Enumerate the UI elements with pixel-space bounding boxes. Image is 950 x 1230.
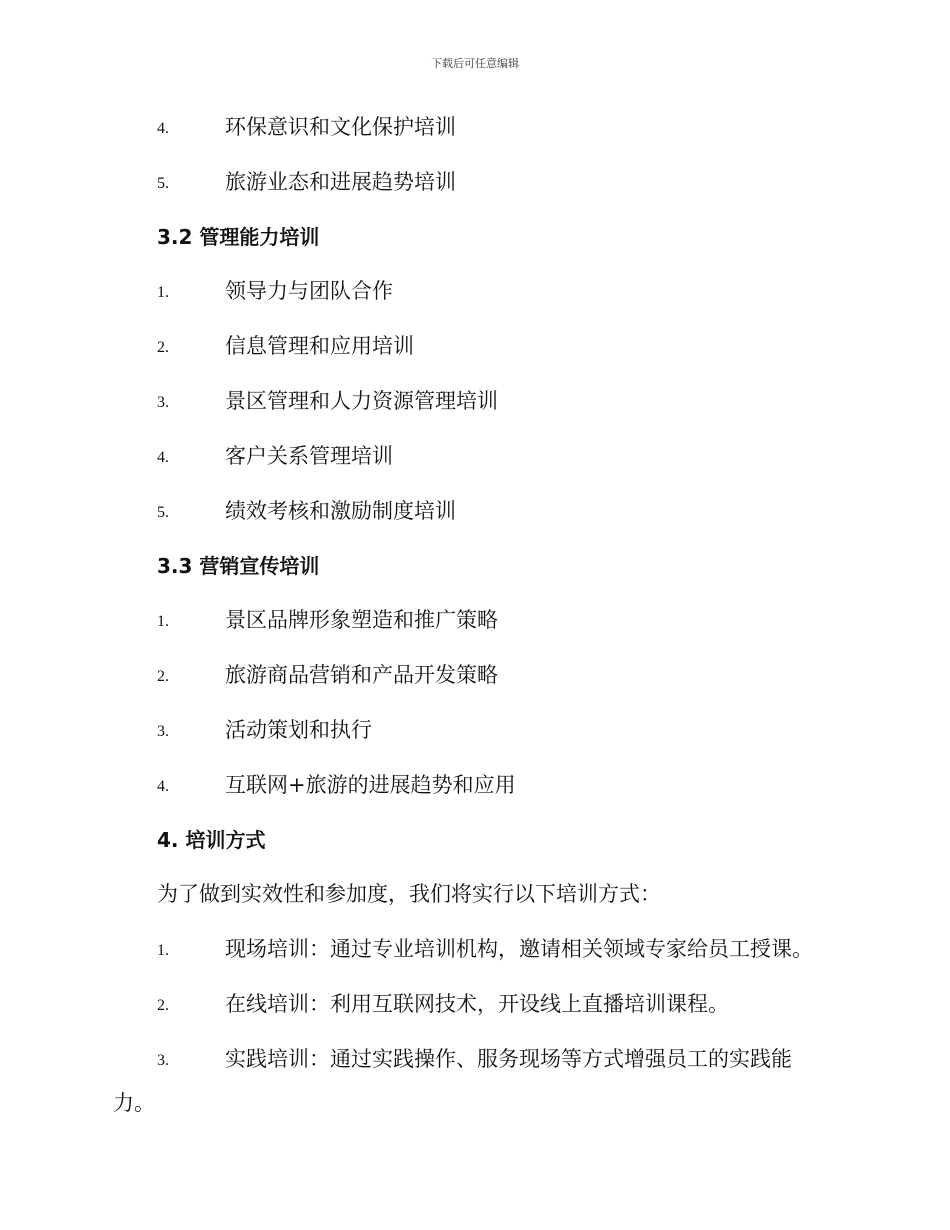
list-text: 旅游业态和进展趋势培训	[225, 170, 456, 194]
list-number: 4.	[157, 449, 169, 466]
list-text: 绩效考核和激励制度培训	[225, 499, 456, 523]
intro-text: 为了做到实效性和参加度，我们将实行以下培训方式：	[157, 882, 661, 906]
list-text: 领导力与团队合作	[225, 279, 393, 303]
list-number: 5.	[157, 175, 169, 192]
list-text: 实践培训：通过实践操作、服务现场等方式增强员工的实践能	[225, 1047, 792, 1071]
list-text: 活动策划和执行	[225, 718, 372, 742]
heading-text: 4. 培训方式	[157, 828, 266, 852]
list-text: 现场培训：通过专业培训机构，邀请相关领域专家给员工授课。	[225, 937, 813, 961]
list-number: 1.	[157, 942, 169, 959]
list-number: 1.	[157, 613, 169, 630]
list-number: 2.	[157, 668, 169, 685]
list-number: 4.	[157, 778, 169, 795]
heading-text: 3.2 管理能力培训	[157, 225, 320, 249]
page-header: 下载后可任意编辑	[431, 57, 519, 70]
list-text: 信息管理和应用培训	[225, 334, 414, 358]
wrapped-text: 力。	[113, 1091, 155, 1115]
list-text: 旅游商品营销和产品开发策略	[225, 663, 498, 687]
list-number: 1.	[157, 284, 169, 301]
list-text: 互联网+旅游的进展趋势和应用	[225, 773, 516, 797]
list-text: 景区品牌形象塑造和推广策略	[225, 608, 498, 632]
list-number: 4.	[157, 120, 169, 137]
list-text: 景区管理和人力资源管理培训	[225, 389, 498, 413]
list-number: 2.	[157, 997, 169, 1014]
list-text: 在线培训：利用互联网技术，开设线上直播培训课程。	[225, 992, 729, 1016]
list-number: 5.	[157, 504, 169, 521]
list-number: 3.	[157, 1052, 169, 1069]
list-number: 3.	[157, 723, 169, 740]
list-text: 客户关系管理培训	[225, 444, 393, 468]
list-number: 3.	[157, 394, 169, 411]
list-number: 2.	[157, 339, 169, 356]
heading-text: 3.3 营销宣传培训	[157, 554, 320, 578]
list-text: 环保意识和文化保护培训	[225, 115, 456, 139]
